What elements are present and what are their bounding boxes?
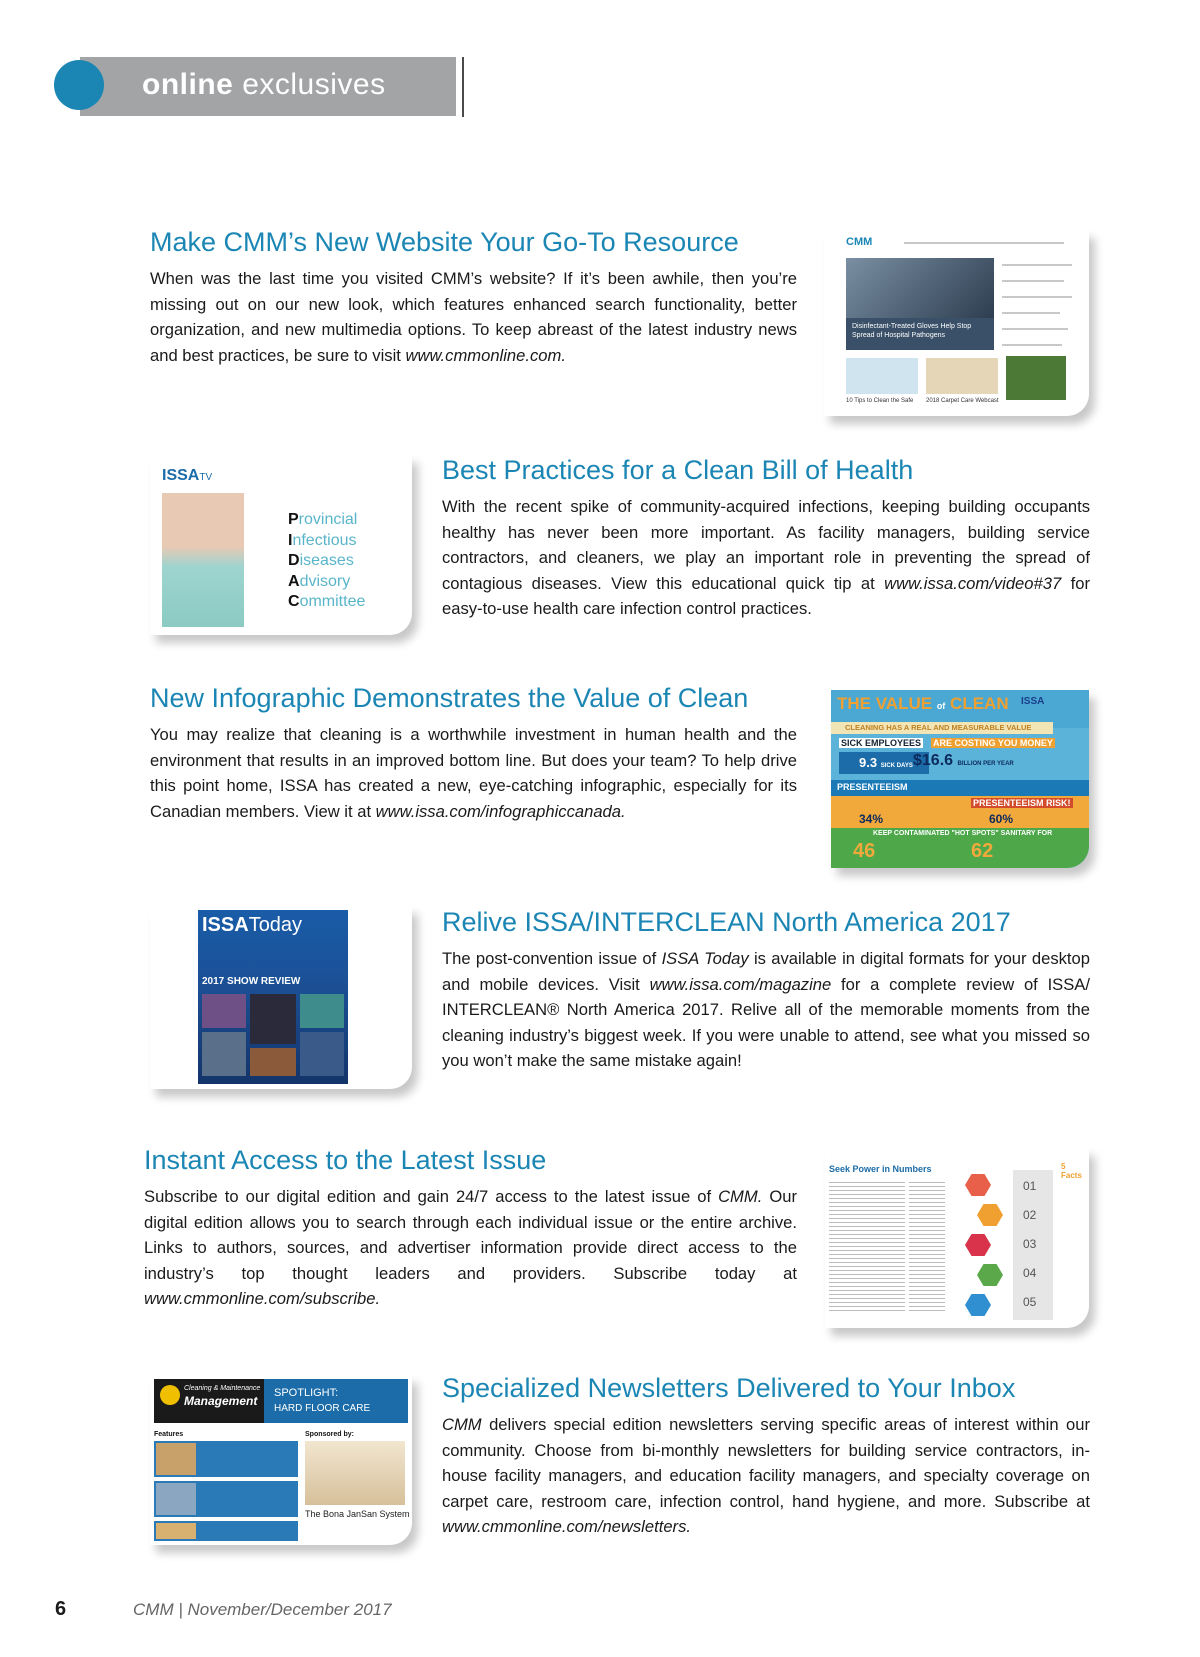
five-facts-label: 5 Facts — [1061, 1162, 1082, 1180]
article-link[interactable]: www.cmmonline.com/subscribe. — [144, 1289, 381, 1308]
newsletter-brand-top: Cleaning & Maintenance — [184, 1385, 261, 1392]
stat-34: 34% — [859, 812, 884, 826]
presenteeism-risk-label: PRESENTEEISM RISK! — [973, 798, 1071, 808]
pidac-thumbnail — [150, 455, 412, 635]
article-body: CMM delivers special edition newsletters serving specific areas of interest within our community. Choose from bi-monthly newsletters for building service contractors, in-house facility managers, and education facility managers, and specialty coverage on carpet care, restroom care, infection control, hand hygiene, and more. Subscribe at www.cmmonline.com/newsletters. — [442, 1415, 1090, 1536]
sponsored-label: Sponsored by: — [305, 1431, 355, 1438]
header-circle — [54, 60, 104, 110]
issa-today-thumbnail — [150, 906, 412, 1089]
numbers-thumbnail — [825, 1148, 1089, 1328]
article-title: Specialized Newsletters Delivered to Your Inbox — [442, 1373, 1016, 1403]
spotlight-topic: HARD FLOOR CARE — [274, 1403, 371, 1414]
hero-image — [846, 258, 994, 350]
sick-days-stat: 9.3 SICK DAYS — [839, 752, 929, 774]
issue-info: CMM | November/December 2017 — [133, 1600, 392, 1619]
article-title: Best Practices for a Clean Bill of Health — [442, 455, 914, 485]
numbers-title: Seek Power in Numbers — [829, 1164, 932, 1174]
show-review-label: 2017 SHOW REVIEW — [202, 976, 301, 987]
sick-employees-label: SICK EMPLOYEES — [841, 738, 922, 748]
presenteeism-label: PRESENTEEISM — [837, 782, 908, 792]
tips-image — [846, 358, 918, 394]
pidac-acronym: Provincial Infectious Diseases Advisory Committee — [288, 511, 366, 610]
article-link[interactable]: www.issa.com/infographiccanada. — [375, 801, 626, 821]
hotspots-label: KEEP CONTAMINATED "HOT SPOTS" SANITARY FOR — [873, 830, 1053, 837]
fact-numbers: 01 02 03 04 05 — [1023, 1179, 1037, 1309]
issa-tv-logo: ISSATV — [162, 467, 213, 484]
stat-60: 60% — [989, 812, 1014, 826]
spotlight-label: SPOTLIGHT: — [274, 1387, 339, 1399]
website-thumbnail — [824, 230, 1089, 416]
header-rule — [462, 57, 464, 117]
article-link[interactable]: www.cmmonline.com. — [405, 345, 566, 365]
hero-headline: Disinfectant-Treated Gloves Help Stop Spread of Hospital Pathogens — [852, 323, 972, 339]
article-body: When was the last time you visited CMM’s website? If it’s been awhile, then you’re missing out on our new look, which features enhanced search functionality, better organization, and new multimedia options. To keep abreast of the latest industry news and best practices, be sure to visit www.cmmonline.com. — [150, 269, 797, 365]
article-body: The post-convention issue of ISSA Today is available in digital formats for your desktop and mobile devices. Visit www.issa.com/magazine for a complete review of ISSA/ INTERCLEAN® North America 2017. Relive all of the memorable moments from the cleaning industry’s biggest week. If you were unable to attend, see what you missed so you won’t make the same mistake again! — [442, 949, 1090, 1070]
masked-face-image — [162, 493, 244, 627]
webcast-image — [926, 358, 998, 394]
infographic-title: THE VALUE of CLEAN — [837, 694, 1009, 713]
infographic-thumbnail: THE VALUE of CLEAN ISSA CLEANING HAS A REAL AND MEASURABLE VALUE SICK EMPLOYEES ARE COSTING YOU MONEY 9.3 SICK DAYS $16.6 BILLION PER YEAR PRESENTEEISM PRESENTEEISM RISK! 34% 60% KEEP CONTAMINATED "HOT SPOTS" SANITARY FOR 46 62 — [831, 690, 1089, 868]
cost-stat: $16.6 BILLION PER YEAR — [913, 752, 1014, 769]
article-link[interactable]: www.cmmonline.com/newsletters. — [442, 1517, 691, 1536]
page-number: 6 — [55, 1598, 67, 1620]
stat-46: 46 — [853, 840, 876, 862]
magazine-cover — [198, 910, 348, 1084]
infographic-subtitle: CLEANING HAS A REAL AND MEASURABLE VALUE — [831, 722, 1053, 734]
magazine-masthead: ISSAToday — [202, 914, 303, 936]
article-title: Instant Access to the Latest Issue — [144, 1145, 547, 1175]
section-header: online exclusives — [142, 68, 386, 101]
article-title: New Infographic Demonstrates the Value of Clean — [150, 683, 749, 713]
article-link[interactable]: www.issa.com/video#37 — [884, 573, 1062, 593]
thumb-caption: 10 Tips to Clean the Safe — [846, 398, 914, 404]
cmm-logo: CMM — [846, 236, 873, 248]
features-label: Features — [154, 1431, 184, 1438]
article-body: You may realize that cleaning is a worthwhile investment in human health and the environment that results in an improved bottom line. But does your team? To help drive this point home, ISSA has created a new, eye-catching infographic, especially for its Canadian members. View it at www.issa.com/infographiccanada. — [150, 725, 797, 821]
newsletter-thumbnail — [150, 1375, 412, 1545]
costing-label: ARE COSTING YOU MONEY — [933, 738, 1053, 748]
article-link[interactable]: www.issa.com/magazine — [649, 974, 832, 994]
article-body: Subscribe to our digital edition and gain 24/7 access to the latest issue of CMM. Our digital edition allows you to search through each individual issue or the entire archive. Links to authors, sources, and advertiser information provide direct access to the industry’s top thought leaders and providers. Subscribe today at www.cmmonline.com/subscribe. — [144, 1187, 797, 1308]
green-ad — [1006, 356, 1066, 400]
article-title: Make CMM’s New Website Your Go-To Resource — [150, 227, 739, 257]
newsletter-brand: Management — [184, 1394, 258, 1408]
article-body: With the recent spike of community-acquired infections, keeping building occupants healthy has never been more important. As facility managers, building service contractors, and cleaners, we play an important role in preventing the spread of contagious diseases. View this educational quick tip at www.issa.com/video#37 for easy-to-use health care infection control practices. — [442, 497, 1090, 618]
article-title: Relive ISSA/INTERCLEAN North America 2017 — [442, 907, 1011, 937]
stat-62: 62 — [971, 840, 994, 862]
thumb-caption: 2018 Carpet Care Webcast — [926, 398, 999, 404]
sponsor-product: The Bona JanSan System — [305, 1509, 410, 1519]
